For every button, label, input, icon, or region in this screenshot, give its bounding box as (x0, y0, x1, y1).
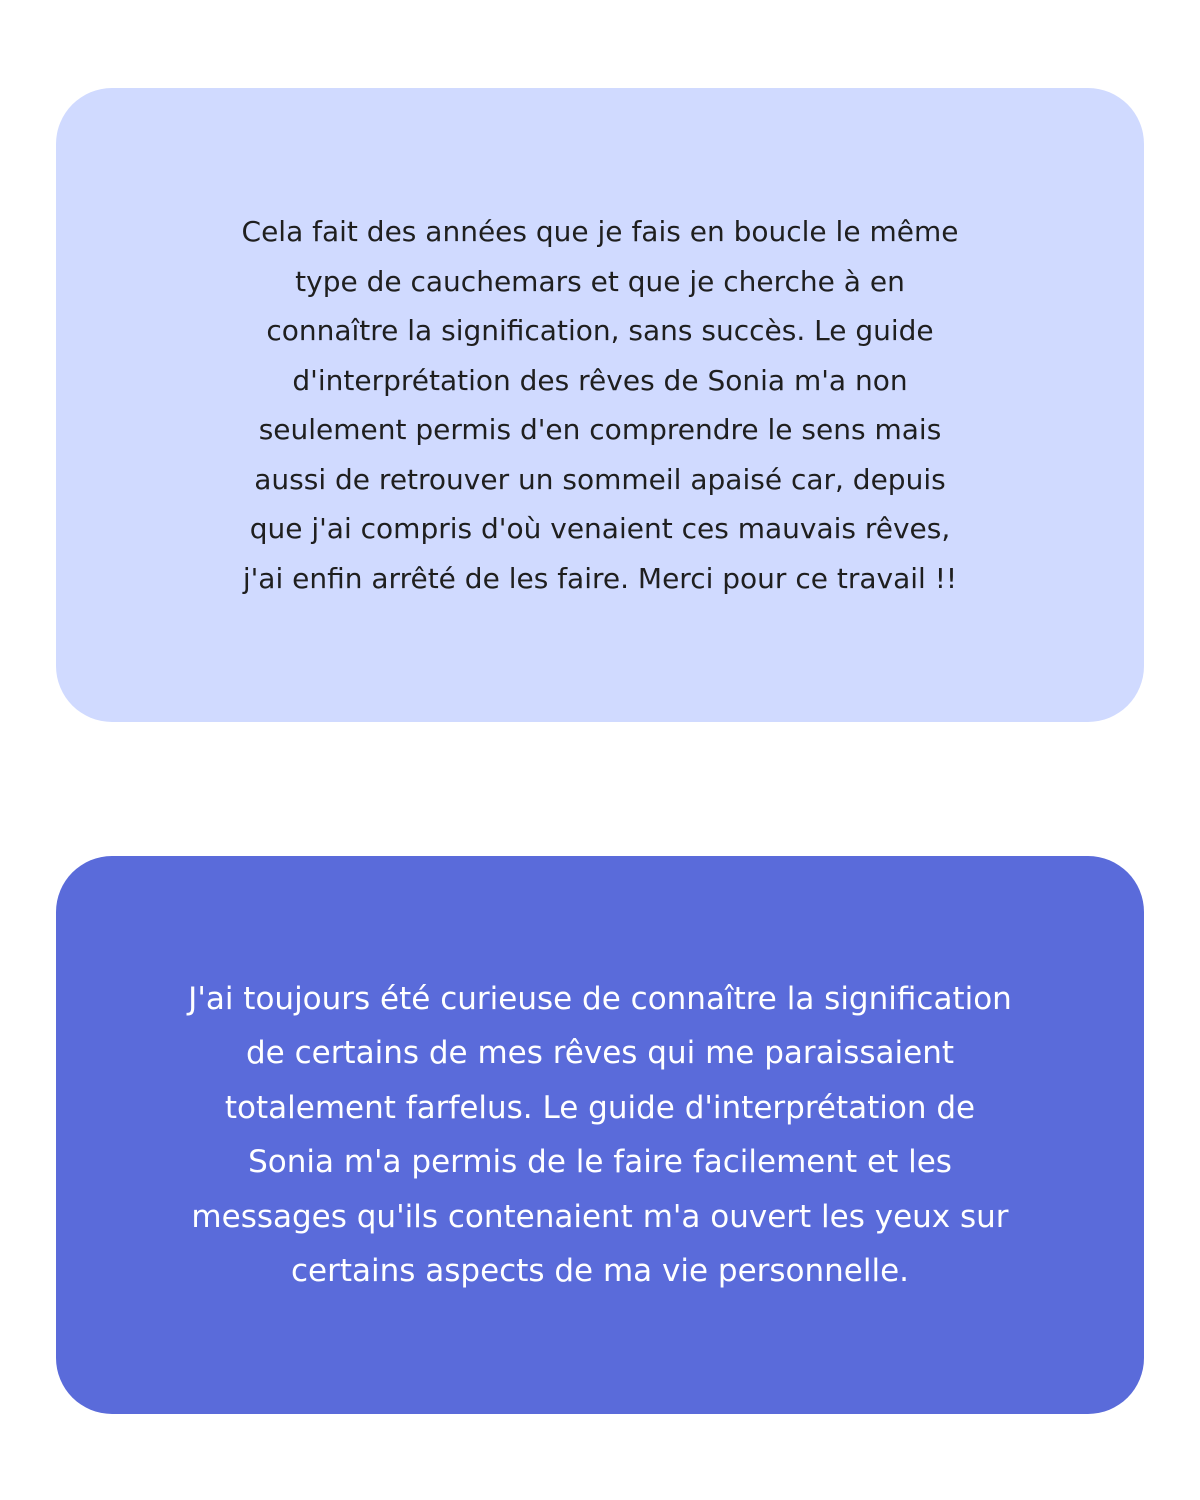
testimonial-text: J'ai toujours été curieuse de connaître la signification de certains de mes rêves qui me paraissaient totalement farfelus. Le guide d'interprétation de Sonia m'a permis de le faire facilement et les messages qu'ils contenaient m'a ouvert les yeux sur certains aspects de ma vie personnelle. (188, 980, 1012, 1289)
testimonial-text: Cela fait des années que je fais en boucle le même type de cauchemars et que je cherche à en connaître la signification, sans succès. Le guide d'interprétation des rêves de Sonia m'a non seulement permis d'en comprendre le sens mais aussi de retrouver un sommeil apaisé car, depuis que j'ai compris d'où venaient ces mauvais rêves, j'ai enfin arrêté de les faire. Merci pour ce travail !! (241, 215, 959, 595)
testimonial-card-2 (56, 856, 1144, 1414)
testimonial-card-1 (56, 88, 1144, 722)
